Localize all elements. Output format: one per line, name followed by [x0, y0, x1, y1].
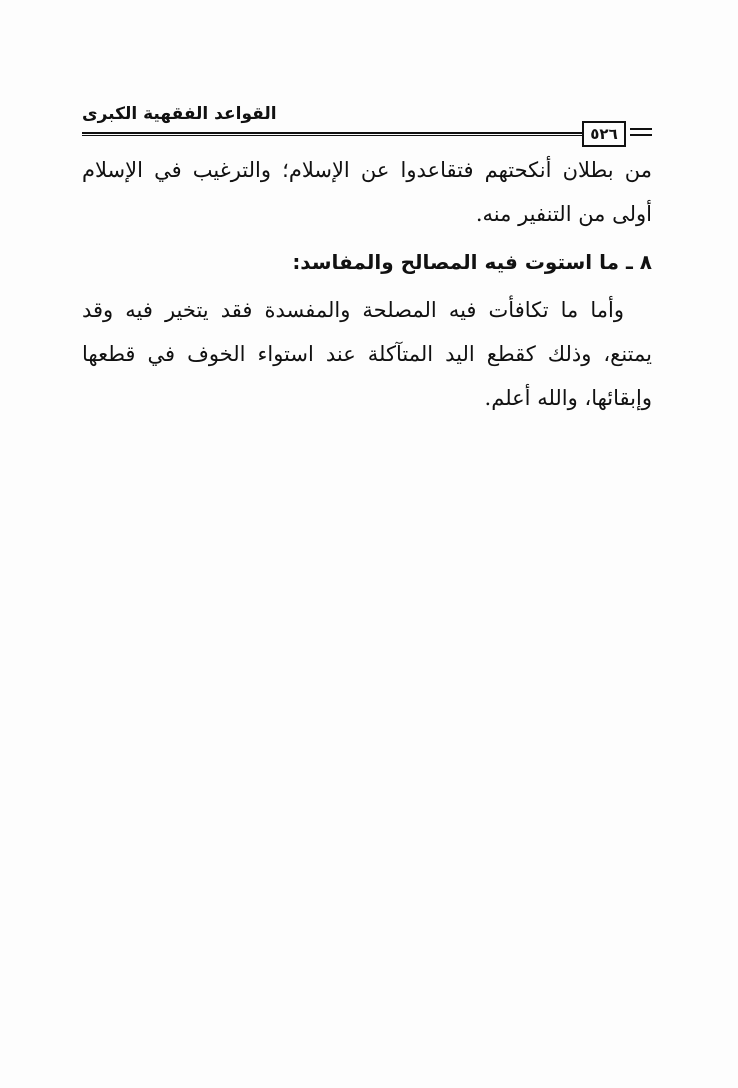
header-rule — [82, 132, 612, 134]
running-header — [82, 100, 652, 148]
paragraph-continued: من بطلان أنكحتهم فتقاعدوا عن الإسلام؛ والترغيب في الإسلام أولى من التنفير منه. — [82, 158, 652, 226]
header-rule-short-bottom — [630, 134, 652, 136]
page-number: ٥٢٦ — [582, 121, 626, 147]
section-heading: ٨ ـ ما استوت فيه المصالح والمفاسد: — [292, 250, 652, 274]
book-title: القواعد الفقهية الكبرى — [82, 104, 277, 124]
header-rule-short-top — [630, 128, 652, 130]
body-text — [82, 148, 652, 420]
header-rule-thin — [82, 135, 612, 136]
paragraph: وأما ما تكافأت فيه المصلحة والمفسدة فقد يتخير فيه وقد يمتنع، وذلك كقطع اليد المتآكلة عند استواء الخوف في قطعها وإبقائها، والله أعلم. — [82, 298, 652, 410]
